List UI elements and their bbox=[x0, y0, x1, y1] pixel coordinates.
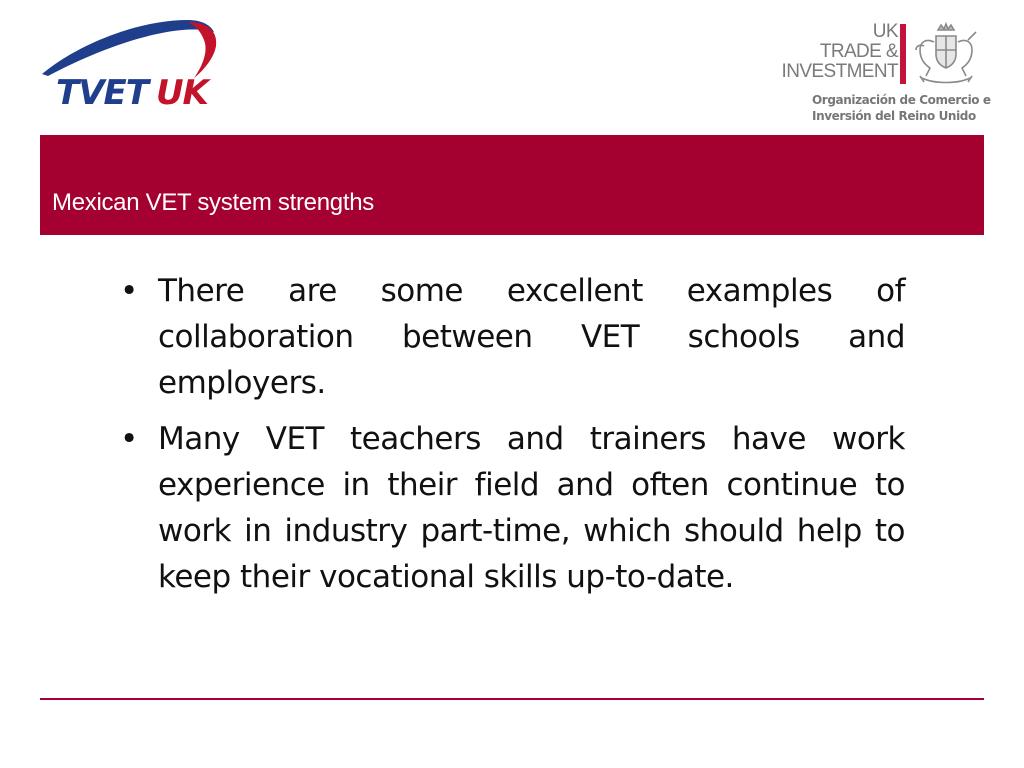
bullet-text: Many VET teachers and trainers have work experience in their field and often continue to work in industry part-time, which should help to keep their vocational skills up-to-date. bbox=[158, 421, 905, 595]
tvet-uk-logo bbox=[38, 14, 223, 114]
tvet-uk-wordmark bbox=[56, 73, 208, 113]
ukti-wordmark bbox=[782, 22, 898, 82]
royal-coat-of-arms-icon bbox=[910, 22, 982, 86]
ukti-subtitle-line-1: Organización de Comercio e bbox=[812, 93, 991, 107]
tvet-word: TVET bbox=[56, 73, 148, 113]
bullet-item bbox=[110, 416, 905, 600]
title-band bbox=[40, 135, 984, 235]
bullet-item bbox=[110, 268, 905, 406]
ukti-logo bbox=[770, 22, 990, 132]
ukti-subtitle-line-2: Inversión del Reino Unido bbox=[812, 109, 976, 123]
ukti-line-3: INVESTMENT bbox=[781, 61, 898, 82]
uk-word: UK bbox=[155, 73, 208, 113]
slide-title: Mexican VET system strengths bbox=[52, 189, 374, 216]
bullet-list bbox=[110, 268, 905, 610]
footer-divider bbox=[40, 698, 984, 700]
bullet-icon: • bbox=[120, 273, 138, 309]
ukti-subtitle bbox=[812, 92, 991, 124]
bullet-text: There are some excellent examples of collaboration between VET schools and employers. bbox=[158, 273, 905, 401]
ukti-line-1: UK bbox=[872, 21, 898, 42]
bullet-icon: • bbox=[120, 421, 138, 457]
ukti-line-2: TRADE & bbox=[819, 41, 898, 62]
ukti-accent-bar bbox=[900, 24, 906, 84]
